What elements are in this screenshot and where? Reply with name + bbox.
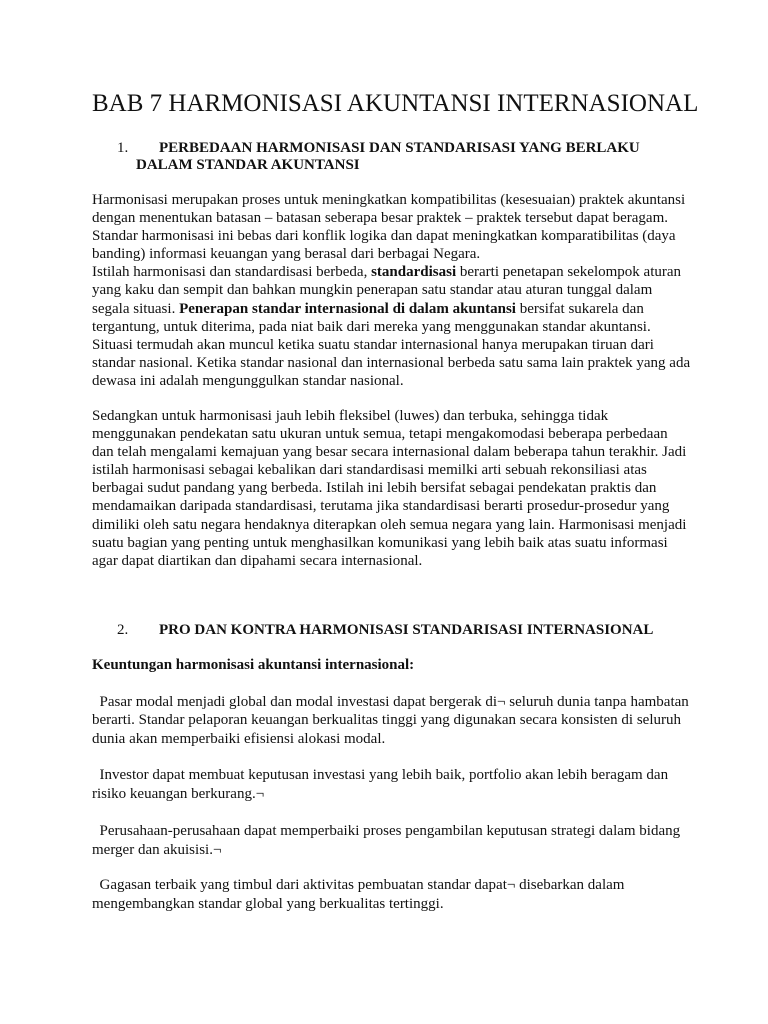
page-title: BAB 7 HARMONISASI AKUNTANSI INTERNASIONAL (92, 90, 699, 117)
paragraph-1 (92, 191, 692, 390)
paragraph-1-text-b: Istilah harmonisasi dan standardisasi berbeda, (92, 264, 372, 281)
section-1-heading (117, 140, 640, 157)
list-item: Investor dapat membuat keputusan investasi yang lebih baik, portfolio akan lebih beragam dan risiko keuangan berkurang.¬ (92, 767, 672, 802)
section-1-number: 1. (117, 140, 129, 156)
list-item: Perusahaan-perusahaan dapat memperbaiki proses pengambilan keputusan strategi dalam bidang merger dan akuisisi.¬ (92, 823, 684, 858)
bold-term-standardisasi: standardisasi (371, 264, 457, 281)
paragraph-1-text-a: Harmonisasi merupakan proses untuk meningkatkan kompatibilitas (kesesuaian) praktek akuntansi dengan menentukan batasan – batasan seberapa besar praktek – praktek tersebut dapat beragam. Standar harmonisasi ini bebas dari konflik logika dan dapat meningkatkan komparatibilitas (daya banding) informasi keuangan yang berasal dari berbagai Negara. (92, 192, 686, 263)
list-item: Pasar modal menjadi global dan modal investasi dapat bergerak di¬ seluruh dunia tanpa hambatan berarti. Standar pelaporan keuangan berkualitas tinggi yang digunakan secara konsisten di seluruh dunia akan memperbaiki efisiensi alokasi modal. (92, 694, 693, 747)
section-2-number: 2. (117, 622, 129, 638)
bold-term-penerapan: Penerapan standar internasional di dalam akuntansi (179, 300, 516, 317)
paragraph-1-text-d: bersifat sukarela dan tergantung, untuk diterima, pada niat baik dari mereka yang menggunakan standar akuntansi. Situasi termudah akan muncul ketika suatu standar internasional hanya merupakan tiruan dari standar nasional. Ketika standar nasional dan internasional berbeda satu sama lain praktek yang ada dewasa ini adalah mengunggulkan standar nasional. (92, 300, 691, 389)
section-2-heading-text: PRO DAN KONTRA HARMONISASI STANDARISASI INTERNASIONAL (159, 622, 654, 638)
subheading-keuntungan: Keuntungan harmonisasi akuntansi internasional: (92, 657, 415, 673)
list-item: Gagasan terbaik yang timbul dari aktivitas pembuatan standar dapat¬ disebarkan dalam mengembangkan standar global yang berkualitas tertinggi. (92, 877, 629, 912)
section-1-heading-line1: PERBEDAAN HARMONISASI DAN STANDARISASI YANG BERLAKU (159, 140, 640, 156)
paragraph-2: Sedangkan untuk harmonisasi jauh lebih fleksibel (luwes) dan terbuka, sehingga tidak menggunakan pendekatan satu ukuran untuk semua, tetapi mengakomodasi beberapa perbedaan dan telah mengalami kemajuan yang besar secara internasional dalam beberapa tahun terakhir. Jadi istilah harmonisasi sebagai kebalikan dari standardisasi memilki arti sebuah rekonsiliasi atas berbagai sudut pandang yang berbeda. Istilah ini lebih bersifat sebagai pendekatan praktis dan mendamaikan daripada standardisasi, terutama jika standardisasi berarti prosedur-prosedur yang dimiliki oleh satu negara hendaknya diterapkan oleh semua negara yang lain. Harmonisasi menjadi suatu bagian yang penting untuk menghasilkan komunikasi yang lebih baik atas suatu informasi agar dapat diartikan dan dipahami secara internasional. (92, 408, 687, 569)
paragraph-1-text-c: berarti penetapan sekelompok aturan yang kaku dan sempit dan bahkan mungkin penerapan satu standar atau aturan tunggal dalam segala situasi. (92, 264, 682, 317)
section-1-heading-line2: DALAM STANDAR AKUNTANSI (136, 157, 360, 173)
section-2-heading (117, 622, 654, 639)
